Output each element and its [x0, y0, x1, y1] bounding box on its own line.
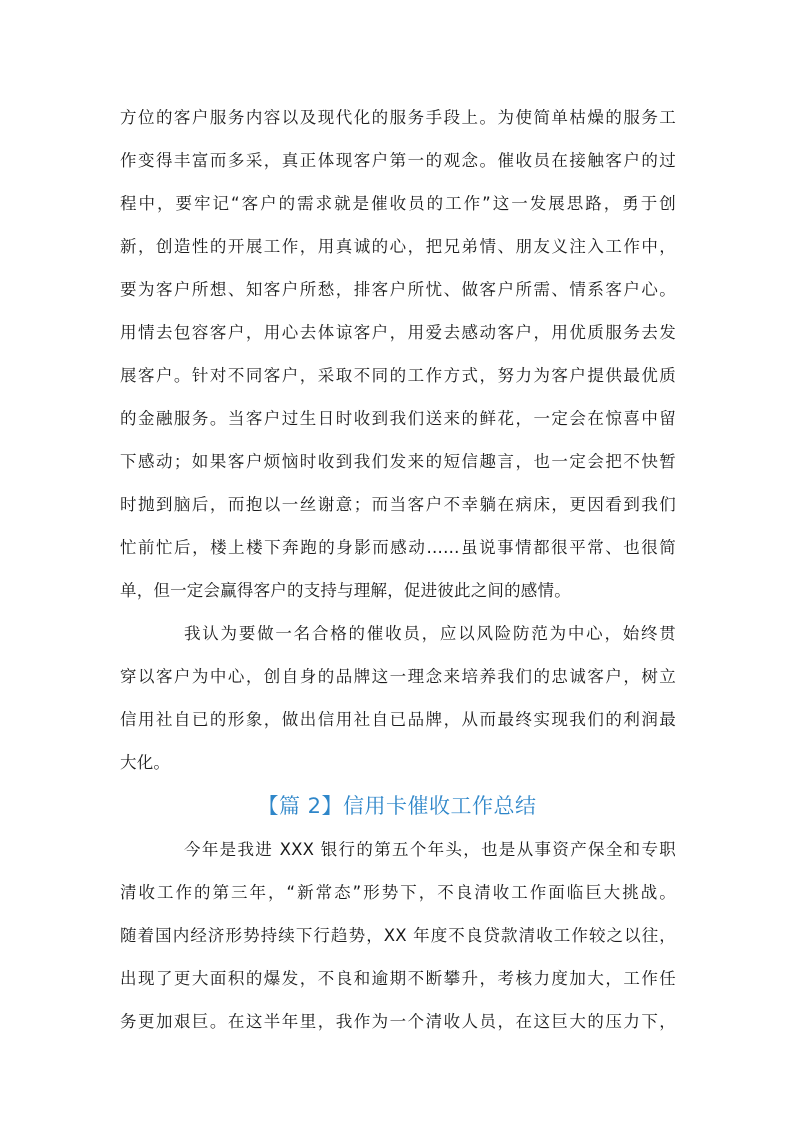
- paragraph-2-line-2: 穿以客户为中心，创自身的品牌这一理念来培养我们的忠诚客户，树立: [120, 667, 676, 686]
- paragraph-1-line-12: 单，但一定会赢得客户的支持与理解，促进彼此之间的感情。: [120, 581, 571, 600]
- paragraph-1-line-7: 展客户。针对不同客户，采取不同的工作方式，努力为客户提供最优质: [120, 366, 676, 385]
- section-2-line-2: 清收工作的第三年，“新常态”形势下，不良清收工作面临巨大挑战。: [120, 883, 676, 902]
- paragraph-1-line-6: 用情去包容客户，用心去体谅客户，用爱去感动客户，用优质服务去发: [120, 323, 676, 342]
- paragraph-1-line-5: 要为客户所想、知客户所愁，排客户所忧、做客户所需、情系客户心。: [120, 280, 676, 299]
- paragraph-1-line-4: 新，创造性的开展工作，用真诚的心，把兄弟情、朋友义注入工作中，: [120, 237, 676, 256]
- section-2-line-3: 随着国内经济形势持续下行趋势，XX 年度不良贷款清收工作较之以往，: [120, 926, 676, 945]
- section-2-line-1: 今年是我进 XXX 银行的第五个年头，也是从事资产保全和专职: [184, 840, 676, 859]
- paragraph-1-line-11: 忙前忙后，楼上楼下奔跑的身影而感动……虽说事情都很平常、也很简: [120, 538, 676, 557]
- paragraph-2-line-1: 我认为要做一名合格的催收员，应以风险防范为中心，始终贯: [184, 624, 676, 643]
- paragraph-1-line-3: 程中，要牢记“客户的需求就是催收员的工作”这一发展思路，勇于创: [120, 194, 676, 213]
- section-2-title: 【篇 2】信用卡催收工作总结: [257, 794, 537, 818]
- paragraph-2-line-3: 信用社自已的形象，做出信用社自已品牌，从而最终实现我们的利润最: [120, 710, 676, 729]
- paragraph-1-line-2: 作变得丰富而多采，真正体现客户第一的观念。催收员在接触客户的过: [120, 151, 676, 170]
- paragraph-1-line-1: 方位的客户服务内容以及现代化的服务手段上。为使简单枯燥的服务工: [120, 108, 676, 127]
- section-2-line-5: 务更加艰巨。在这半年里，我作为一个清收人员，在这巨大的压力下，: [120, 1012, 676, 1031]
- section-2-line-4: 出现了更大面积的爆发，不良和逾期不断攀升，考核力度加大，工作任: [120, 969, 676, 988]
- paragraph-2-line-4: 大化。: [120, 753, 171, 772]
- paragraph-1-line-10: 时抛到脑后，而抱以一丝谢意；而当客户不幸躺在病床，更因看到我们: [120, 495, 676, 514]
- paragraph-1-line-9: 下感动；如果客户烦恼时收到我们发来的短信趣言，也一定会把不快暂: [120, 452, 676, 471]
- paragraph-1-line-8: 的金融服务。当客户过生日时收到我们送来的鲜花，一定会在惊喜中留: [120, 409, 676, 428]
